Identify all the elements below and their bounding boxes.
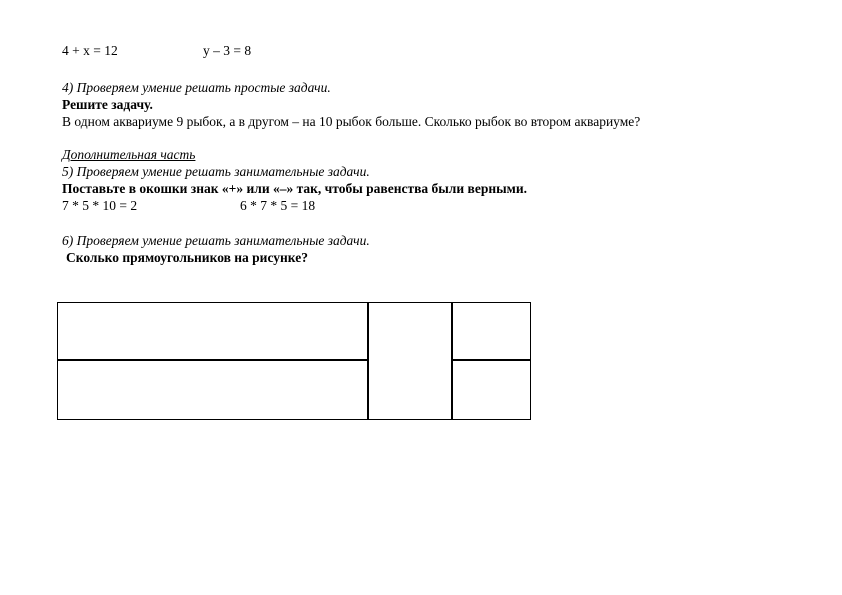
extra-section-title: Дополнительная часть [62, 147, 196, 162]
task4-text: В одном аквариуме 9 рыбок, а в другом – на 10 рыбок больше. Сколько рыбок во втором аквариуме? [62, 114, 641, 129]
figure-vertical-line-2 [451, 303, 453, 419]
figure-horizontal-line-left [58, 359, 368, 361]
equations-row [62, 43, 118, 59]
figure-horizontal-line-right [452, 359, 530, 361]
rectangles-figure [57, 302, 531, 420]
task4-instruction: Решите задачу. [62, 97, 153, 112]
task5-expr-right: 6 * 7 * 5 = 18 [240, 198, 316, 213]
equation-left: 4 + x = 12 [62, 43, 118, 58]
task6-question: Сколько прямоугольников на рисунке? [66, 250, 308, 265]
task6-heading: 6) Проверяем умение решать занимательные задачи. [62, 233, 370, 248]
equation-right: y – 3 = 8 [203, 43, 252, 58]
task5-instruction: Поставьте в окошки знак «+» или «–» так, чтобы равенства были верными. [62, 181, 527, 196]
task5-heading: 5) Проверяем умение решать занимательные задачи. [62, 164, 370, 179]
figure-vertical-line-1 [367, 303, 369, 419]
task4-heading: 4) Проверяем умение решать простые задачи. [62, 80, 331, 95]
task5-expr-left: 7 * 5 * 10 = 2 [62, 198, 138, 213]
